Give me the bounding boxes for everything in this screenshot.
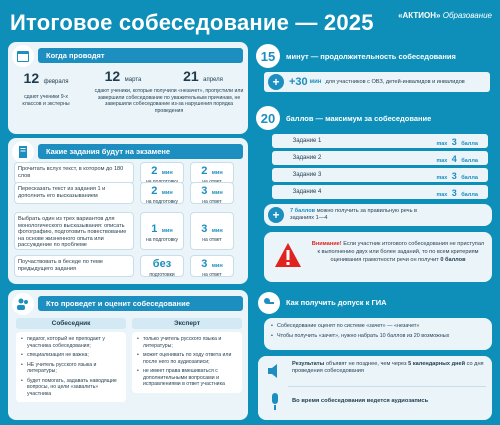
task-text: Пересказать текст из задания 1 и дополнить его высказыванием <box>14 182 134 204</box>
microphone-icon <box>268 392 282 412</box>
list-item: • только учитель русского языка и литературы; <box>136 336 238 349</box>
brand-logo: «АКТИОН» Образование <box>398 11 492 20</box>
admission-heading: Как получить допуск к ГИА <box>286 298 387 307</box>
task-prep: 1 мин на подготовку <box>140 212 184 250</box>
key-icon <box>258 292 280 314</box>
date-2: 12 марта <box>104 68 142 84</box>
score-row: Задание 2 max 4 балла <box>272 151 488 165</box>
date-1-note: сдают ученики 9-х классов и экстерны <box>22 94 70 107</box>
task-answer: 3 мин на ответ <box>190 182 234 204</box>
task-prep: без подготовки <box>140 255 184 277</box>
list-item: • НЕ учитель русского языка и литературы; <box>20 362 122 375</box>
score-row: Задание 3 max 3 балла <box>272 168 488 182</box>
task-answer: 2 мин <box>190 162 234 184</box>
score-row: Задание 1 max 3 балла <box>272 134 488 148</box>
task-text: Поучаствовать в беседе по теме предыдущего задания <box>14 255 134 277</box>
page-title: Итоговое собеседование — 2025 <box>10 10 374 35</box>
expert-title: Эксперт <box>132 318 242 329</box>
audio-note: Во время собеседования ведется аудиозапись <box>292 398 429 404</box>
task-prep: 2 мин <box>140 162 184 184</box>
interlocutor-title: Собеседник <box>16 318 126 329</box>
interlocutor-list <box>16 332 126 402</box>
dates-heading: Когда проводят <box>46 51 105 60</box>
task-answer: 3 мин на ответ <box>190 212 234 250</box>
admission-card <box>264 318 492 350</box>
task-text: Выбрать один из трех вариантов для монологического высказывания: описать фотографию, подготовить повествование на основе жизненного опыта или рассуждение по проблеме <box>14 212 134 250</box>
bonus-card: + 7 баллов можно получить за правильную речь в заданиях 1—4 <box>264 204 492 226</box>
duration-heading: минут — продолжительность собеседования <box>286 52 456 61</box>
speaker-icon <box>266 362 284 380</box>
dates-panel <box>8 42 248 134</box>
duration-panel <box>254 42 492 96</box>
expert-list <box>132 332 242 393</box>
list-item: • педагог, который не преподает у участника собеседования; <box>20 336 122 349</box>
scores-number: 20 <box>256 106 280 130</box>
calendar-icon <box>12 45 34 67</box>
list-item: • Чтобы получить «зачет», нужно набрать 10 баллов из 20 возможных <box>270 333 486 340</box>
tasks-icon <box>12 141 34 163</box>
list-item: • не имеет права вмешиваться с дополнительными вопросами и исправлениями в ответ участника <box>136 368 238 388</box>
list-item: • Собеседование оценят по системе «зачет» — «незачет» <box>270 323 486 330</box>
score-row: Задание 4 max 3 балла <box>272 185 488 199</box>
list-item: • специализация не важна; <box>20 352 122 359</box>
results-card: Результаты объявят не позднее, чем через 5 календарных дней со дня проведения собеседования Во время собеседования ведется аудиозапись <box>258 356 492 420</box>
admission-list <box>264 318 492 347</box>
staff-panel <box>8 290 248 420</box>
date-1: 12 февраля сдают ученики 9-х классов и экстерны <box>16 70 76 107</box>
people-icon <box>12 293 34 315</box>
duration-extra: + +30 мин для участников с ОВЗ, детей-инвалидов и инвалидов <box>264 72 490 92</box>
date-3: 21 апреля <box>183 68 223 84</box>
duration-number: 15 <box>256 44 280 68</box>
warning-card: Внимание! Если участник итогового собеседования не приступал к выполнению двух или более заданий, то по всем критериям оценивания грамотности речи он получит 0 баллов <box>264 232 492 282</box>
task-text: Прочитать вслух текст, в котором до 180 слов <box>14 162 134 184</box>
scores-heading: баллов — максимум за собеседование <box>286 114 432 123</box>
plus-icon: + <box>268 74 284 90</box>
list-item: • будет помогать, задавать наводящие вопросы, но цели «завалить» участника <box>20 378 122 398</box>
list-item: • может оценивать по ходу ответа или после него по аудиозаписи; <box>136 352 238 365</box>
date-2-note: сдают ученики, которые получили «незачет», пропустили или завершили собеседование по уважительным причинам, не завершили собеседование из-за нарушения порядка проведения <box>94 88 244 114</box>
staff-heading-bar: Кто проведет и оценит собеседование <box>38 296 243 311</box>
tasks-heading-bar: Какие задания будут на экзамене <box>38 144 243 159</box>
dates-heading-bar <box>38 48 243 63</box>
task-answer: 3 мин на ответ <box>190 255 234 277</box>
warning-icon <box>274 242 302 268</box>
plus-icon: + <box>268 207 284 223</box>
task-prep: 2 мин на подготовку <box>140 182 184 204</box>
